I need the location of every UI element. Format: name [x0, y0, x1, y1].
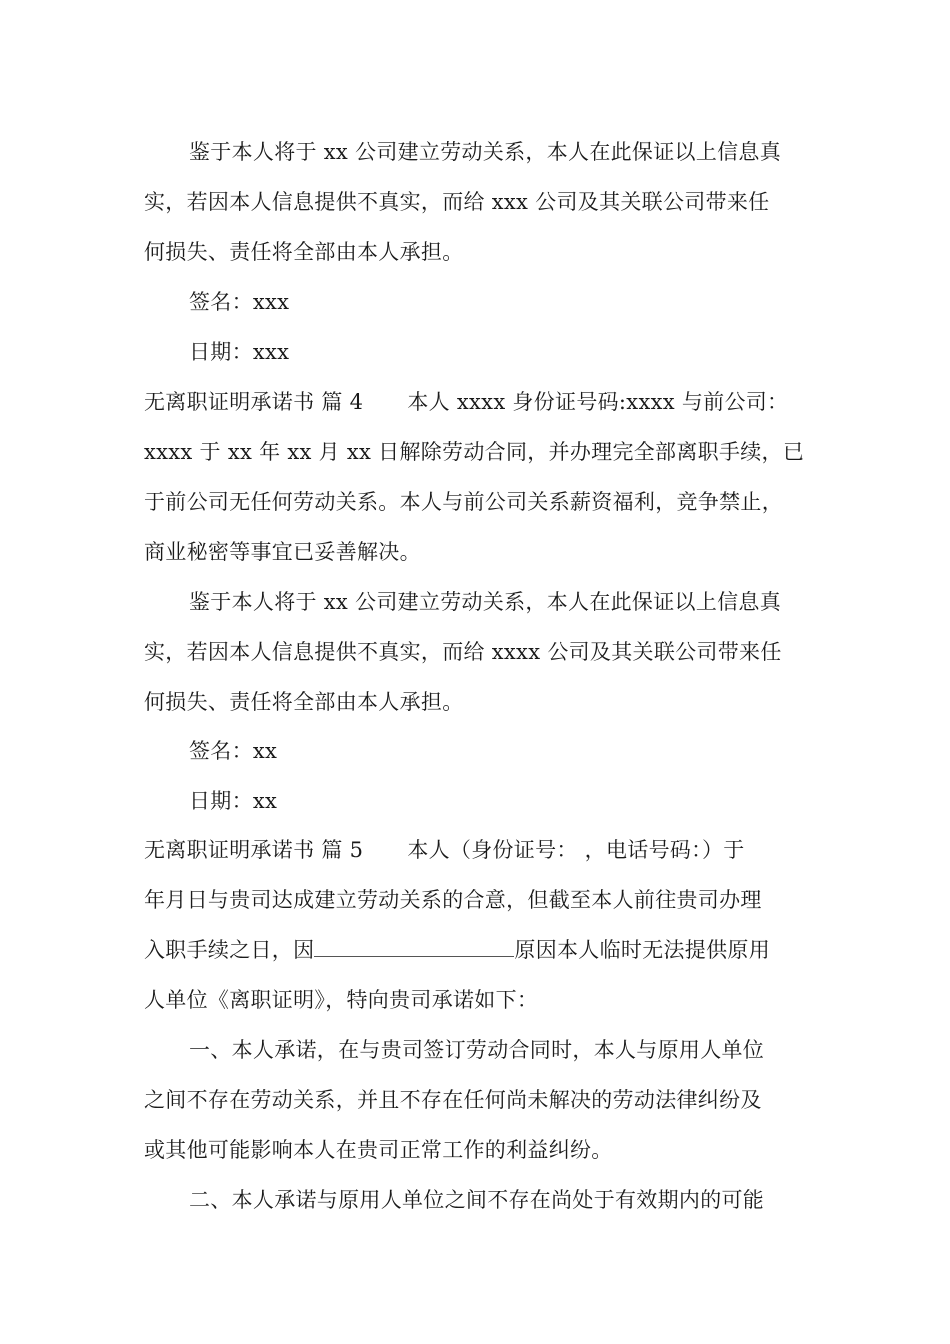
paragraph-text: 本人 xxxx 身份证号码:xxxx 与前公司： [407, 390, 789, 414]
section-title: 无离职证明承诺书 篇 5 [144, 838, 364, 862]
paragraph-line: 何损失、责任将全部由本人承担。 [144, 690, 464, 714]
paragraph-line: 鉴于本人将于 xx 公司建立劳动关系，本人在此保证以上信息真 [189, 140, 782, 164]
section-heading-line [144, 836, 745, 864]
paragraph-line: 鉴于本人将于 xx 公司建立劳动关系，本人在此保证以上信息真 [189, 590, 782, 614]
paragraph-line: 何损失、责任将全部由本人承担。 [144, 240, 464, 264]
fill-in-blank [314, 938, 514, 957]
paragraph-line: 商业秘密等事宜已妥善解决。 [144, 540, 421, 564]
paragraph-line: 或其他可能影响本人在贵司正常工作的利益纠纷。 [144, 1138, 613, 1162]
paragraph-line: xxxx 于 xx 年 xx 月 xx 日解除劳动合同，并办理完全部离职手续，已 [144, 440, 805, 464]
signature-line: 签名：xx [189, 739, 278, 763]
paragraph-line: 于前公司无任何劳动关系。本人与前公司关系薪资福利，竞争禁止， [144, 490, 783, 514]
paragraph-line [144, 936, 770, 964]
paragraph-text: 原因本人临时无法提供原用 [514, 938, 771, 962]
date-line: 日期：xxx [189, 340, 290, 364]
paragraph-line: 一、本人承诺，在与贵司签订劳动合同时，本人与原用人单位 [189, 1038, 765, 1062]
date-line: 日期：xx [189, 789, 278, 813]
paragraph-line: 实，若因本人信息提供不真实，而给 xxx 公司及其关联公司带来任 [144, 190, 770, 214]
signature-line: 签名：xxx [189, 290, 290, 314]
paragraph-text: 本人（身份证号： ，电话号码：）于 [407, 838, 745, 862]
paragraph-text: 入职手续之日，因 [144, 938, 315, 962]
section-heading-line [144, 388, 788, 416]
paragraph-line: 之间不存在劳动关系，并且不存在任何尚未解决的劳动法律纠纷及 [144, 1088, 762, 1112]
paragraph-line: 人单位《离职证明》，特向贵司承诺如下： [144, 988, 539, 1012]
paragraph-line: 年月日与贵司达成建立劳动关系的合意，但截至本人前往贵司办理 [144, 888, 762, 912]
paragraph-line: 二、本人承诺与原用人单位之间不存在尚处于有效期内的可能 [189, 1188, 765, 1212]
paragraph-line: 实，若因本人信息提供不真实，而给 xxxx 公司及其关联公司带来任 [144, 640, 782, 664]
section-title: 无离职证明承诺书 篇 4 [144, 390, 364, 414]
